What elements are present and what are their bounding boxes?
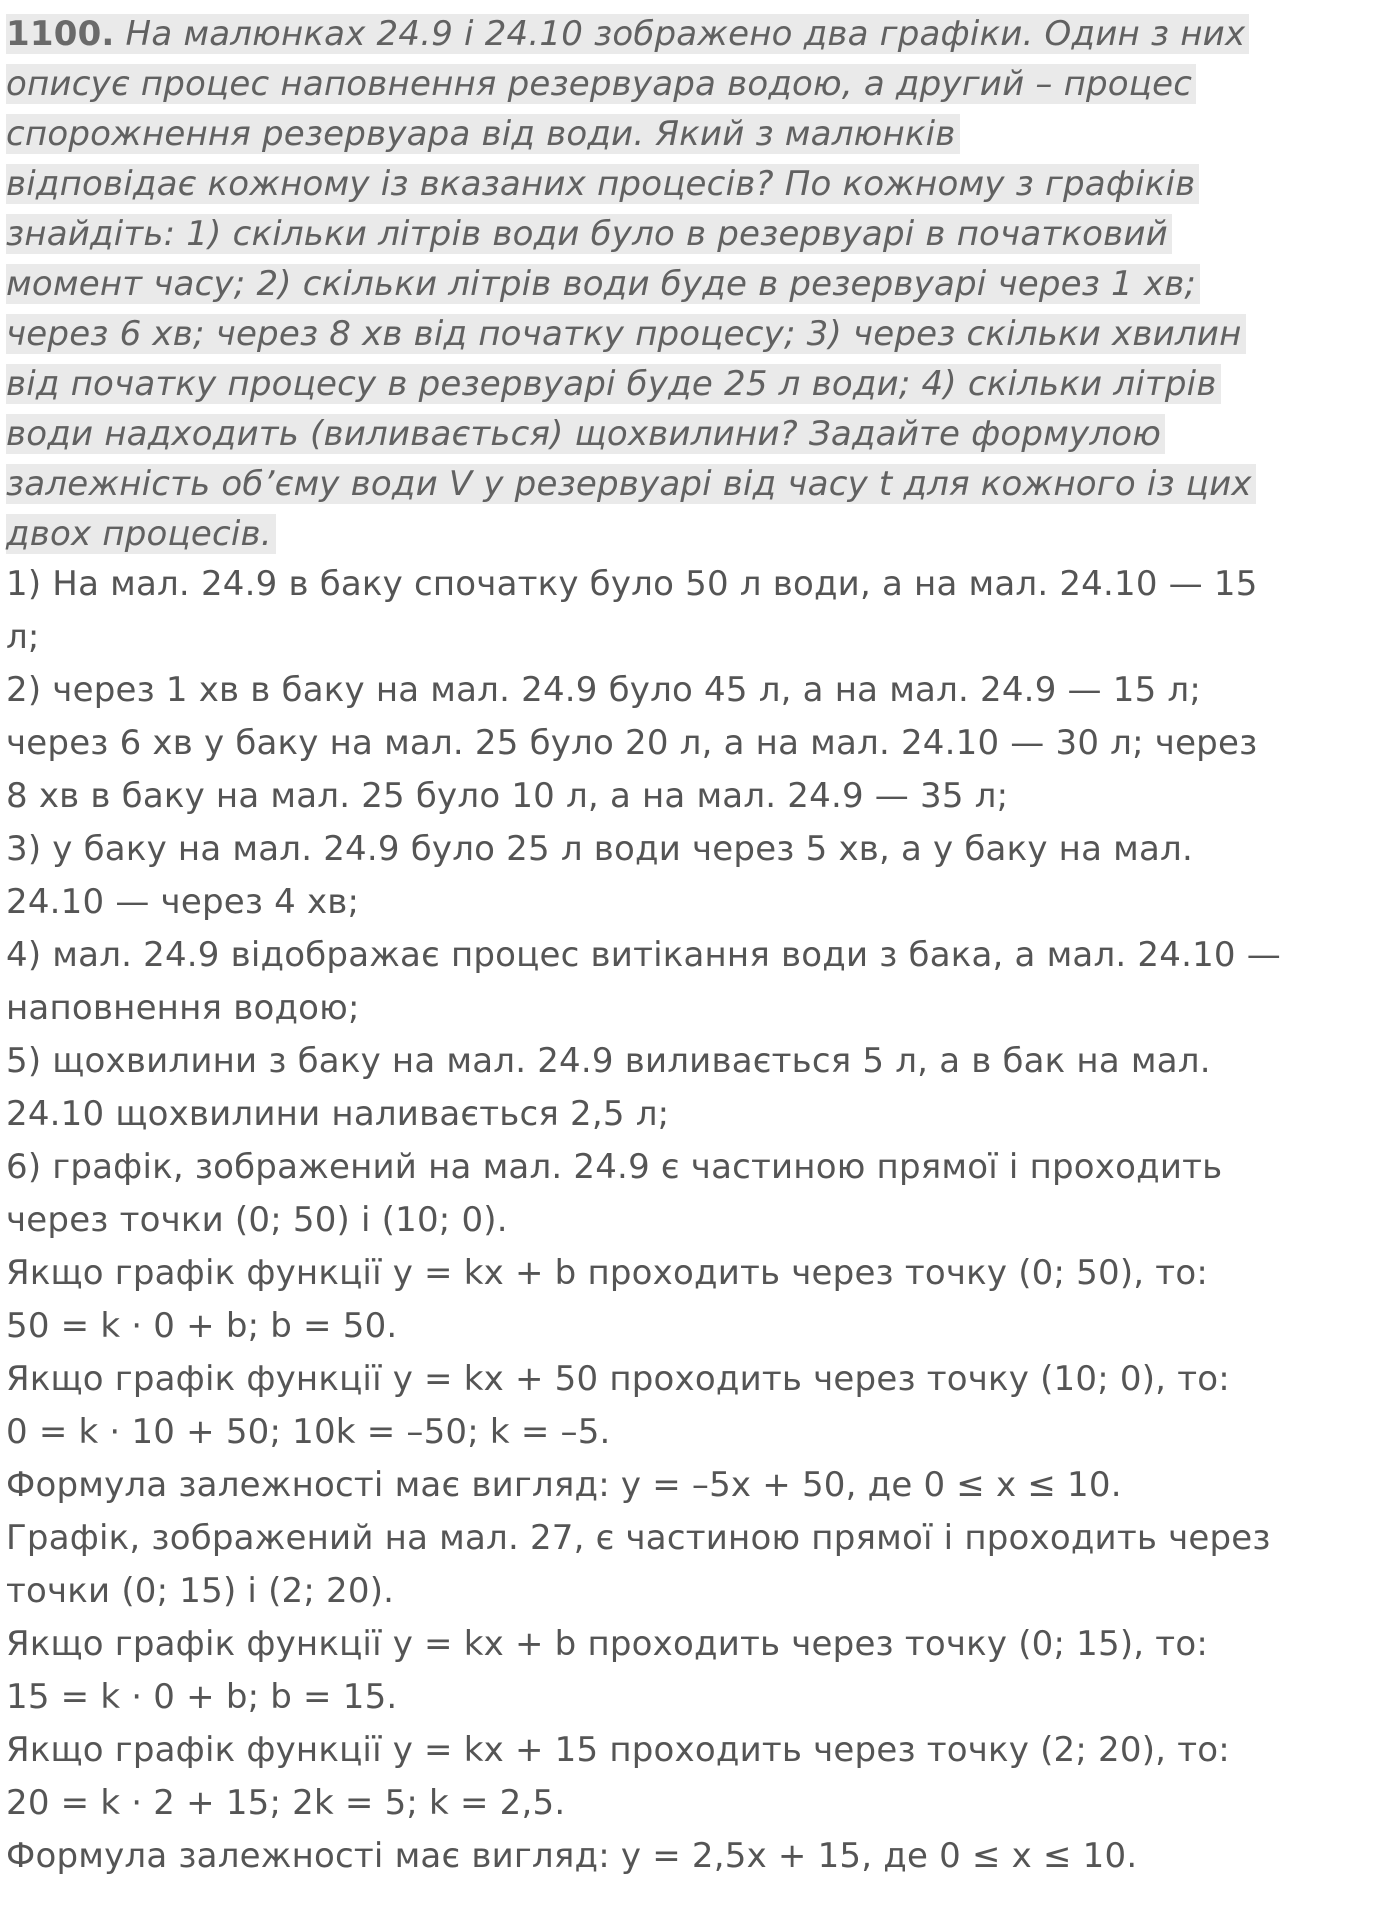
answer-line: 15 = k · 0 + b; b = 15. <box>6 1677 398 1717</box>
answer-line: 1) На мал. 24.9 в баку спочатку було 50 л води, а на мал. 24.10 — 15 <box>6 564 1258 604</box>
answer-line: 24.10 — через 4 хв; <box>6 882 360 922</box>
answer-line: Якщо графік функції y = kx + 15 проходить через точку (2; 20), то: <box>6 1730 1230 1770</box>
task-line: 1100. На малюнках 24.9 і 24.10 зображено два графіки. Один з них <box>6 8 1249 60</box>
task-line: знайдіть: 1) скільки літрів води було в резервуарі в початковий <box>6 208 1172 260</box>
answer-line: через точки (0; 50) і (10; 0). <box>6 1200 508 1240</box>
answer-line: Графік, зображений на мал. 27, є частиною прямої і проходить через <box>6 1518 1271 1558</box>
task-line: залежність об’єму води V у резервуарі від часу t для кожного із цих <box>6 458 1256 510</box>
answer-line: 3) у баку на мал. 24.9 було 25 л води через 5 хв, а у баку на мал. <box>6 829 1193 869</box>
answer-line: 8 хв в баку на мал. 25 було 10 л, а на мал. 24.9 — 35 л; <box>6 776 1009 816</box>
answer-line: л; <box>6 617 40 657</box>
answer-line: Формула залежності має вигляд: y = –5x + 50, де 0 ≤ x ≤ 10. <box>6 1465 1122 1505</box>
task-line: спорожнення резервуара від води. Який з малюнків <box>6 108 960 160</box>
answer-line: наповнення водою; <box>6 988 360 1028</box>
task-number: 1100. <box>6 14 115 54</box>
answer-line: 6) графік, зображений на мал. 24.9 є частиною прямої і проходить <box>6 1147 1223 1187</box>
answer-line: точки (0; 15) і (2; 20). <box>6 1571 395 1611</box>
answer-line: 5) щохвилини з баку на мал. 24.9 виливається 5 л, а в бак на мал. <box>6 1041 1211 1081</box>
answer-line: через 6 хв у баку на мал. 25 було 20 л, а на мал. 24.10 — 30 л; через <box>6 723 1258 763</box>
answer-line: Якщо графік функції y = kx + b проходить через точку (0; 15), то: <box>6 1624 1208 1664</box>
task-line: момент часу; 2) скільки літрів води буде в резервуарі через 1 хв; <box>6 258 1200 310</box>
answer-line: 20 = k · 2 + 15; 2k = 5; k = 2,5. <box>6 1783 566 1823</box>
answer-line: 4) мал. 24.9 відображає процес витікання води з бака, а мал. 24.10 — <box>6 935 1281 975</box>
answer-line: 24.10 щохвилини наливається 2,5 л; <box>6 1094 670 1134</box>
answer-line: 0 = k · 10 + 50; 10k = –50; k = –5. <box>6 1412 611 1452</box>
answer-line: Якщо графік функції y = kx + 50 проходить через точку (10; 0), то: <box>6 1359 1230 1399</box>
task-line: від початку процесу в резервуарі буде 25 л води; 4) скільки літрів <box>6 358 1221 410</box>
task-line: води надходить (виливається) щохвилини? Задайте формулою <box>6 408 1165 460</box>
task-line: описує процес наповнення резервуара водою, а другий – процес <box>6 58 1196 110</box>
task-line: двох процесів. <box>6 508 276 560</box>
answer-line: Якщо графік функції y = kx + b проходить через точку (0; 50), то: <box>6 1253 1208 1293</box>
task-line: через 6 хв; через 8 хв від початку процесу; 3) через скільки хвилин <box>6 308 1246 360</box>
answer-line: 2) через 1 хв в баку на мал. 24.9 було 45 л, а на мал. 24.9 — 15 л; <box>6 670 1201 710</box>
answer-line: 50 = k · 0 + b; b = 50. <box>6 1306 398 1346</box>
task-line: відповідає кожному із вказаних процесів? По кожному з графіків <box>6 158 1199 210</box>
answer-line: Формула залежності має вигляд: y = 2,5x + 15, де 0 ≤ x ≤ 10. <box>6 1836 1138 1876</box>
